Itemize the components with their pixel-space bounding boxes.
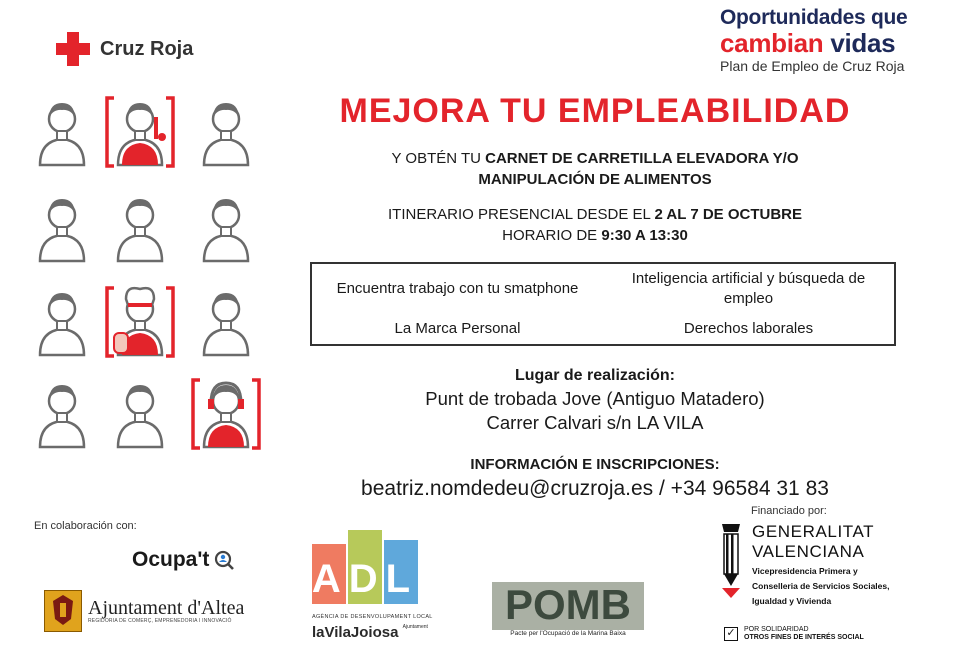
- gva-line2: VALENCIANA: [752, 542, 865, 561]
- gva-crest-icon: [718, 522, 744, 600]
- org-name: Cruz Roja: [100, 37, 194, 60]
- brand-block: [720, 6, 950, 74]
- red-bracket-frame: [190, 378, 262, 450]
- course-item: Inteligencia artificial y búsqueda de empleo: [631, 270, 866, 307]
- altea-tagline: REGIDORIA DE COMERÇ, EMPRENEDORIA I INNOVACIÓ: [88, 618, 232, 624]
- contact-line[interactable]: beatriz.nomdedeu@cruzroja.es / +34 96584 31 83: [361, 477, 829, 500]
- person-icon: [110, 191, 170, 265]
- ocupat-logo: Ocupa't: [132, 548, 235, 572]
- altea-shield-icon: [44, 590, 82, 632]
- gva-dept3: Igualdad y Vivienda: [752, 596, 832, 606]
- brand-line2: cambian vidas: [720, 28, 896, 58]
- solidarity-mark: [724, 626, 864, 642]
- solid-line1: POR SOLIDARIDAD: [744, 626, 809, 633]
- financed-label: Financiado por:: [751, 505, 827, 517]
- person-icon: [196, 191, 256, 265]
- person-icon: [32, 95, 92, 169]
- gva-logo: [718, 522, 890, 607]
- course-item: Encuentra trabajo con tu smatphone: [336, 280, 579, 297]
- person-icon: [32, 285, 92, 359]
- person-icon: [196, 285, 256, 359]
- red-bracket-frame: [104, 96, 176, 168]
- pomb-caption: Pacte per l'Ocupació de la Marina Baixa: [492, 630, 644, 637]
- subtitle-line1: Y OBTÉN TU CARNET DE CARRETILLA ELEVADORA Y/O: [391, 150, 799, 167]
- altea-logo: [44, 590, 244, 632]
- altea-name: Ajuntament d'Altea: [88, 597, 245, 619]
- person-icon: [32, 191, 92, 265]
- person-icon: [32, 377, 92, 451]
- gva-dept2: Conselleria de Servicios Sociales,: [752, 581, 890, 591]
- person-icon: [196, 95, 256, 169]
- collab-label: En colaboración con:: [34, 520, 137, 532]
- adl-letters: ADL: [312, 557, 419, 601]
- gva-line1: GENERALITAT: [752, 522, 875, 541]
- brand-line3: Plan de Empleo de Cruz Roja: [720, 58, 905, 74]
- course-item: La Marca Personal: [394, 320, 521, 337]
- info-title: INFORMACIÓN E INSCRIPCIONES:: [470, 456, 720, 473]
- checkbox-icon: ✓: [724, 627, 738, 641]
- cruz-roja-logo: [56, 32, 193, 66]
- red-cross-icon: [56, 32, 90, 66]
- adl-caption: AGÈNCIA DE DESENVOLUPAMENT LOCAL: [312, 614, 433, 620]
- solid-line2: OTROS FINES DE INTERÉS SOCIAL: [744, 634, 864, 641]
- itinerary-line: ITINERARIO PRESENCIAL DESDE EL 2 AL 7 DE OCTUBRE: [388, 206, 802, 223]
- subtitle-line2: MANIPULACIÓN DE ALIMENTOS: [478, 171, 712, 188]
- adl-logo: [312, 530, 433, 641]
- place-title: Lugar de realización:: [514, 367, 676, 384]
- course-item: Derechos laborales: [683, 320, 814, 337]
- headline: MEJORA TU EMPLEABILIDAD: [339, 92, 851, 130]
- gva-dept1: Vicepresidencia Primera y: [752, 566, 858, 576]
- magnifier-person-icon: [213, 549, 235, 571]
- place-line1: Punt de trobada Jove (Antiguo Matadero): [425, 388, 765, 409]
- pomb-word: POMB: [505, 581, 631, 628]
- adl-city: laVilaJoiosa $^{Ajuntament}$: [312, 624, 428, 641]
- courses-box: [310, 262, 896, 346]
- red-bracket-frame: [104, 286, 176, 358]
- pomb-logo: [492, 582, 644, 636]
- person-icon: [110, 377, 170, 451]
- brand-line1: Oportunidades que: [720, 6, 908, 29]
- hours-line: HORARIO DE 9:30 A 13:30: [502, 227, 688, 244]
- adl-blocks-icon: [312, 530, 420, 606]
- place-line2: Carrer Calvari s/n LA VILA: [486, 412, 704, 433]
